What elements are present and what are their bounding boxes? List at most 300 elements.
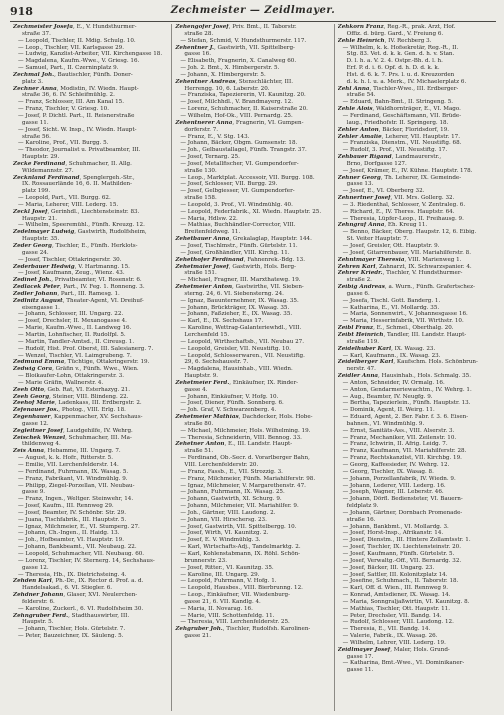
- directory-entry-line: — Leopold, Tischler, II. Mdig. Schulg. 10.: [18, 37, 136, 44]
- entry-name: Zedlacek Peter: [13, 284, 60, 291]
- directory-entry-line: — Emilie, VII. Lerchenfelderstr. 14.: [18, 462, 119, 468]
- directory-entry-line: — Magdalena, Kaufm.-Wwe., V. Griesg. 16.: [18, 58, 140, 65]
- directory-entry-line: — Franz, Ichwirin, II. Afrig. Leidg. 7.: [342, 441, 448, 448]
- entry-name: Zechmeister Josefa: [13, 24, 74, 30]
- directory-entry-line: — Johann, Gärtner, Dornbach Promenade-: [342, 509, 463, 516]
- directory-entry-line: — Josef, Gastwirth, VII. Spittelbergg. 10.: [180, 523, 297, 530]
- directory-entry-line: Zeehof Marie, Ladenkass, III. Erdbergstr. 2.: [13, 400, 142, 407]
- directory-entry-line: — Magdalena, Hausinhab., VIII. Wiedn.: [180, 366, 293, 373]
- directory-entry-line: — Johann, Milchmeier, VII. Mariahilfer. 9.: [180, 503, 299, 510]
- directory-entry-line: Zeckl Josef, Gerinhdl., Liechtensteinstr. 83.: [13, 208, 140, 215]
- directory-entry-line: — Johann, VII. Hirschersg. 23.: [180, 516, 267, 523]
- directory-entry-line: — Marie, Kaufm.-Wwe., II. Landweg 16.: [18, 325, 132, 332]
- directory-entry-line: — August, k. k. Hofr., Ritterstr. 5.: [18, 455, 114, 462]
- directory-entry-line: — Mathias, Tischler, Ott. Haupstr. 11.: [342, 605, 450, 612]
- directory-entry-line: Wildemannstr. 27.: [22, 167, 74, 174]
- directory-entry-line: — Josefa, Tischl. Gott. Banderg. 1.: [342, 297, 441, 304]
- directory-entry-line: — Karl, Off. d. Wien., III. Rennweg 9.: [342, 585, 449, 592]
- directory-entry-line: — Wenzel, Tischler, VI. Laimgrubeng. 7.: [18, 352, 132, 359]
- directory-entry-line: Zehrer Kriedr., Tischler, V. Hundsthurmer-: [337, 270, 463, 277]
- directory-entry-line: sterng. 24, 6. VI. Siebensterng. 24.: [184, 290, 284, 297]
- entry-name: Zeidelberger Karl: [337, 359, 394, 366]
- directory-entry-line: Zedler Johann, Part., III. Ramesg. 1.: [13, 290, 120, 297]
- directory-entry-line: Zehler Amalie, Leherer, VII. Hauptstr. 17.: [337, 133, 461, 140]
- entry-name: Zehengofer Josef: [175, 24, 229, 30]
- directory-entry-line: Zecknland Ferdinand, Spenglergeh.-Str.,: [13, 174, 135, 181]
- directory-entry-line: — Samuel, Part., II. Czerninplatz 9.: [18, 65, 119, 72]
- directory-entry-line: — Anton, Schneider, IV. Ormalg. 16.: [342, 379, 445, 386]
- directory-entry-line: Zehden Karl, Ph.-Dr., IX. Rector d. Prof. a. d.: [13, 578, 144, 585]
- entry-name: Zehngruber Ferd.: [13, 612, 69, 619]
- directory-entry-line: Zehl Anna, Tischler-Wwe., III. Erdberger-: [337, 85, 459, 92]
- directory-entry-line: Zehetmeier Anton, Gastwirthe, VII. Sieben-: [175, 284, 304, 291]
- directory-entry-line: — Johann, Lederer, VIII. Lederg. 16.: [342, 482, 446, 489]
- directory-entry-line: — Ferdinand, Ob.-Secr. d. Vorarlberger Bahn,: [180, 455, 310, 462]
- directory-entry-line: Offiz. d. bürg. Gard., V. Freiung 6.: [346, 30, 444, 37]
- directory-entry-line: — Lorenz, Tischler, IV. Sternerg. 14, Sechshaus-: [18, 557, 155, 564]
- directory-entry-line: — Josef, Beamter, IV. Schönbr. Str. 29.: [18, 509, 126, 516]
- directory-entry-line: — Josef, Milchhdl., V. Brandmayerg. 12.: [180, 99, 294, 106]
- entry-name: Zehentner J.: [175, 44, 214, 51]
- directory-entry-line: gasse 24.: [22, 249, 49, 256]
- directory-entry-line: — Franziska, Tapeziererin, VI. Kaunitzg. 20.: [180, 92, 306, 99]
- entry-name: Zecke Ferdinand: [13, 160, 66, 167]
- column-2: [171, 24, 333, 711]
- directory-entry-line: — Ferdinand, Geschäftsmann, VII. Brüde-: [342, 112, 462, 119]
- directory-entry-line: — Leop., Tischler, VII. Karlsgasse 29.: [18, 44, 125, 51]
- directory-entry-line: — Maria, Leherer, VIII. Lederg. 15.: [18, 201, 119, 208]
- directory-entry-line: — Joseph, Wagner, III. Leberstr. 46.: [342, 489, 444, 496]
- directory-entry-line: — Michael, Milchmeier, Hols. Wilhelming. 19.: [180, 427, 311, 434]
- entry-name: Zehetmeier Ferd.: [175, 379, 230, 386]
- directory-entry-line: — Aug., Beamter, IV. Neugfg. 9.: [342, 393, 433, 400]
- directory-entry-line: — Marie, VIII. Schottenfeldg. 11.: [180, 612, 275, 619]
- directory-entry-line: — Wilhelm, Lehrer, VIII. Lederg. 19.: [342, 639, 446, 646]
- directory-entry-line: — Theresia, Hb., IX. Dietrichsteing. 4.: [18, 571, 127, 578]
- directory-entry-line: — Elisabeth, Fragnerin, X. Canalweg 60.: [180, 58, 297, 65]
- directory-entry-line: — Josef, Kaufm., III. Rennweg 29.: [18, 503, 114, 510]
- directory-entry-line: platz 3.: [22, 78, 44, 85]
- directory-entry-line: — Johann, Schlosser, III. Ungarg. 22.: [18, 311, 124, 318]
- directory-entry-line: — Philipp, Ziegel-Porzellan, VII. Neubau-: [18, 482, 135, 489]
- directory-entry-line: Hauptstr. 9.: [184, 373, 219, 380]
- directory-entry-line: — Joh., Gelbaustallagel, Fünfh. Trangstr. 37.: [180, 147, 307, 154]
- directory-entry-line: — Franziska, Dienstm., VII. Neustiftg. 68.: [342, 140, 462, 147]
- entry-name: Zedelmayer Ludwig: [13, 229, 75, 236]
- directory-entry-line: straße 130.: [184, 167, 217, 174]
- entry-name: Zehetbauer Anna: [175, 236, 230, 243]
- directory-entry-line: gasse 11.: [22, 119, 49, 126]
- entry-name: Zefenauer Jos.: [13, 407, 59, 414]
- entry-name: Zehle Heinrich: [337, 37, 385, 44]
- directory-entry-line: Zehethofer Ferdinand, Fahnenrek.-Bdg. 13.: [175, 256, 305, 263]
- entry-name: Zeidler Anna: [337, 373, 379, 380]
- directory-entry-line: — Mathias, Buchhändler-Corrector, VIII.: [180, 222, 296, 229]
- directory-entry-line: brunnerstr. 23.: [184, 557, 228, 564]
- entry-name: Zehentner Andreas: [175, 78, 236, 85]
- directory-entry-line: — Josef, Greisler, Ott. Hauptstr. 9.: [342, 243, 440, 249]
- directory-entry-line: Zehgruber Joh., Tischler, Rudolfsh. Karolinen-: [175, 626, 311, 633]
- directory-entry-line: — Josef, Metallfischer, VI. Gumpendorfer-: [180, 160, 299, 167]
- entry-name: Zehner Georg: [337, 174, 381, 181]
- directory-entry-line: Zedinet Joh., Privatbeamter, VI. Rosenstr. 6.: [13, 277, 142, 284]
- directory-entry-line: eisengasse 1.: [22, 304, 60, 311]
- directory-entry-line: feldplatz 9.: [346, 503, 379, 510]
- directory-entry-line: Stg. 83. Vet. d. k. k. Gen. d. h. v. Stan.: [346, 51, 455, 58]
- directory-entry-line: — Ferdinand, Fuhrmann, IX. Wasag. 5.: [18, 468, 129, 475]
- directory-entry-line: straße 51.: [184, 448, 214, 455]
- directory-entry-line: Zehle Alois, Waldhornträger, E., VI. Mago.: [337, 106, 461, 113]
- entry-name: Zeis Anna: [13, 448, 44, 455]
- directory-entry-line: — Leop., Einkäufner, VII. Wiedenburg-: [180, 592, 290, 599]
- directory-entry-line: straße 56.: [22, 133, 51, 140]
- directory-entry-line: Zecke Ferdinand, Schuhmacher, II. Allg.: [13, 160, 132, 167]
- entry-name: Zeder Georg: [13, 243, 52, 249]
- directory-entry-line: — Leop., Marktplat. Accessoir, VII. Burgg. 108.: [180, 174, 315, 181]
- directory-entry-line: — Bloikaufer-Lohn, Ottakringerstr. 3.: [18, 373, 125, 380]
- directory-entry-line: gasse 9.: [22, 489, 46, 496]
- directory-entry-line: Zehnertner Josef, VII. Mrs. Gollerg. 32.: [337, 195, 455, 202]
- directory-entry-line: — Josef, Dienstm., III. Hintere Zollamtsstr. 1.: [342, 537, 471, 544]
- entry-name: Zehetmeier Anton: [175, 284, 233, 291]
- directory-entry-line: — Anton, Gendarmeriewachtm., IV. Wehrg. 1.: [342, 386, 472, 393]
- directory-entry-line: dorferstr. 7.: [184, 126, 219, 133]
- directory-entry-line: — Karl, Kohlenstabmann, IX. Röhl. Schön-: [180, 550, 301, 557]
- entry-name: Zehler Amalie: [337, 133, 382, 140]
- entry-name: Zechmal Joh.: [13, 71, 55, 78]
- directory-entry-line: gasse 21, 6. VII. Kandlg. 4.: [184, 598, 261, 605]
- directory-entry-line: — Johann, Gastwirth, XI. Schurg. 9.: [180, 496, 282, 503]
- directory-entry-line: — Josef, Tischler, Ottakringerstr. 30.: [18, 256, 122, 263]
- directory-entry-line: — Joh., Hofbeamter, VI. Hauptstr. 19.: [18, 537, 125, 544]
- directory-entry-line: — Josef, Kaufmann, Fünfh. Gürtelstr. 5.: [342, 550, 455, 557]
- entry-name: Zedmund Emma: [13, 359, 65, 366]
- directory-entry-line: Zeibig Andreas, a. Wurn., Fünfh. Grafertschez-: [337, 284, 475, 291]
- directory-entry-line: — Karoline, Prof., VII. Burgg. 5.: [18, 140, 109, 147]
- directory-entry-line: — Joh. 2. Bmt., X. Himbergerstr. 5.: [180, 65, 280, 72]
- entry-name: Zeeh Otto: [13, 386, 44, 393]
- directory-entry-line: straße 2.: [346, 277, 372, 284]
- entry-name: Zehentnerer Anna: [175, 119, 233, 126]
- directory-entry-line: — Johann, Bankbmt., VI. Mollardg. 3.: [342, 523, 449, 530]
- header-rule: [10, 21, 496, 22]
- directory-entry-line: d. k. h. l. u. a. Merk., IV. Michaelerplatz 6.: [346, 78, 467, 85]
- entry-name: Zeckl Josef: [13, 208, 48, 215]
- running-title: Zechmeister — Zeidlmayer.: [170, 5, 336, 16]
- directory-entry-line: Brno, Dorfgasse 127.: [346, 160, 407, 167]
- directory-entry-line: — Maria, II. Novarag. 16.: [180, 605, 253, 612]
- directory-entry-line: Zehetmeier Mathias, Dachdecker, Hols. Hobe-: [175, 414, 313, 421]
- directory-entry-line: Lerchenfeld 15.: [184, 331, 230, 338]
- directory-entry-line: Zehdner Johann, Glaser, XVI. Neulerchen-: [13, 592, 138, 599]
- directory-entry-line: Zechmal Joh., Bautischler, Fünfh. Doner-: [13, 71, 133, 78]
- entry-name: Zegenhauer: [13, 414, 51, 421]
- directory-entry-line: — Josef, Gitarrenbauer, VII. Mariahilferstr. 8.: [342, 249, 471, 256]
- directory-entry-line: Zechner Anna, Modistin, IV. Wiedn. Haupt-: [13, 85, 139, 92]
- directory-entry-line: straße 16.: [346, 516, 376, 523]
- entry-name: Zecknland Ferdinand: [13, 174, 80, 181]
- directory-entry-line: — Karoline, Zuckerl., 6. VI. Rudolfsheim 30.: [18, 605, 144, 612]
- directory-entry-line: Zefenauer Jos., Photog., VIII. Erlg. 18.: [13, 407, 126, 414]
- directory-entry-line: Zehengofer Josef, Priv. Bmt., II. Taborstr.: [175, 24, 297, 30]
- directory-entry-line: Haupstr. 21.: [22, 215, 58, 222]
- directory-entry-line: — Dominik, Agent, II. Weirg. 11.: [342, 407, 435, 414]
- entry-name: Zehl Anna: [337, 85, 370, 92]
- directory-entry-line: — Josef, E., VI. Oberberg 32.: [342, 188, 425, 195]
- entry-name: Zeibl Franz: [337, 325, 374, 332]
- directory-entry-line: Zeeh Georg, Steiner, VIII. Blindeng. 22.: [13, 393, 129, 400]
- entry-name: Zehetmaier Josef: [175, 263, 229, 270]
- directory-entry-line: — Josef, E. V. Windmühlg. 3.: [180, 537, 261, 544]
- directory-entry-line: laug., Friedhofstr. II. Springerg. 18.: [346, 119, 449, 126]
- directory-entry-line: — Josef, Wirth, VI. Kaunitzg. 2.: [180, 530, 269, 537]
- directory-entry-line: — Johann, Porzellanfabrik, IV. Wiedn. 9.: [342, 475, 456, 482]
- directory-entry-line: — Johann, Bäcker, Obgm. Gumsenstr. 18.: [180, 140, 298, 147]
- directory-entry-line: gasse 12.: [22, 420, 49, 427]
- directory-entry-line: — Franz, Ingen., Weltger. Steinwehr, 14.: [18, 496, 134, 503]
- directory-entry-line: Zeder Georg, Tischler, E., Fünfh. Herklots-: [13, 243, 138, 249]
- directory-entry-line: nerstr. 47.: [346, 366, 376, 373]
- directory-entry-line: — Leopold, Greisler, VII. Neustiftg. 10.: [180, 345, 291, 352]
- entry-name: Zehbauer Rigand: [337, 154, 392, 161]
- entry-name: Zeeh Georg: [13, 393, 50, 400]
- directory-entry-line: — Leopold, Schuhmacher, VII. Neubaug. 60.: [18, 550, 145, 557]
- directory-entry-line: — Johann, Faßzieher, E., IX. Wasag. 35.: [180, 311, 293, 318]
- entry-name: Zehdner Johann: [13, 592, 64, 599]
- directory-entry-line: Zegenhauer, Kappenmacher, XV. Sechshaus-: [13, 414, 143, 421]
- directory-entry-line: Breitenfeldweg. 11.: [184, 229, 241, 236]
- entry-name: Zeibig Andreas: [337, 284, 385, 291]
- directory-entry-line: Zeidelberger Karl, Kaufschm. Hols. Schönbrun-: [337, 359, 478, 366]
- directory-entry-line: — Johann, Einkäufner, V. Hofg. 10.: [180, 393, 279, 400]
- entry-name: Zehgruber Joh.: [175, 626, 223, 633]
- directory-entry-line: Zehkorn Franz, Reg.-R., prak. Arzt, Hof.: [337, 24, 456, 30]
- directory-entry-line: — Maria, Sonnenwirt., V. Johannesgasse 16.: [342, 311, 468, 318]
- columns: [10, 24, 496, 711]
- directory-entry-line: — Maria, Sonngraljaßwirtin, VI. Kaunitzg. 8.: [342, 598, 470, 605]
- directory-entry-line: — Josef, Gelbgiesser, VI. Gumpendorfer-: [180, 188, 295, 195]
- directory-entry-line: — Leopold, 3. Prof., VI. Windmühlg. 40.: [180, 201, 293, 208]
- directory-entry-line: straße 28.: [184, 30, 214, 37]
- directory-entry-line: Zehngruber Ferd., Stadthauswirter, III.: [13, 612, 130, 619]
- directory-entry-line: Zeidler Anna, Hausinhab., Hols. Schmalg. 35.: [337, 373, 471, 380]
- directory-entry-line: gasse 11.: [346, 667, 374, 674]
- directory-entry-line: — Georg, Kaffeesieder, IV. Wehrg. 12.: [342, 462, 450, 468]
- entry-name: Zehetmeier Mathias: [175, 414, 239, 421]
- directory-entry-line: gasse 16.: [184, 51, 211, 58]
- directory-entry-line: Zedlacek Peter, Part., IV. Feg. 1. Ronneng. 3.: [13, 284, 145, 291]
- directory-entry-line: — Leopold, Federfabrik., XI. Wiedn. Hauptstr. 25.: [180, 208, 322, 215]
- entry-name: Zehrer Kriedr.: [337, 270, 383, 277]
- directory-entry-line: IX. Rossauerlände 16, 6. II. Mathilden-: [22, 181, 133, 188]
- directory-entry-line: — Rudolf, Hist. Prof. Oberst, III. Salesianerg. 7.: [18, 345, 154, 352]
- directory-entry-line: — Benno, Bäcker, Oberg. Haupstr. 12, 6. Eibig.: [342, 229, 477, 236]
- directory-entry-line: — Rudolf, 3. Prof., VII. Neustiftg. 17.: [342, 147, 448, 154]
- directory-entry-line: — Josef, Großhändler, VIII. Kirchg. 11.: [180, 249, 290, 256]
- directory-entry-line: straße 37.: [22, 30, 51, 37]
- directory-entry-line: — Josef, Bäcker, III. Ungarg. 23.: [342, 564, 435, 571]
- directory-entry-line: — Josef, Verwaltg.-Off., VII. Bernardg. 32.: [342, 557, 462, 564]
- directory-entry-line: — Franz, Mechaniker, VII. Zeilenstr. 10.: [342, 434, 457, 441]
- directory-entry-line: thildenweg 4.: [22, 441, 61, 448]
- entry-name: Zederbauer Hedwig: [13, 263, 75, 270]
- directory-entry-line: — Eduard, Agent, 2. Ber. Fabr. f. 3. 6. Eisen-: [342, 414, 469, 421]
- directory-entry-line: Zehler Anton, Bäcker, Floridsdorf, 19.: [337, 126, 450, 133]
- directory-entry-line: Zehren Karl, Zahnarzt, IX. Schwarzspanier. 4.: [337, 263, 472, 270]
- directory-entry-line: — Martin, Lohnfischer, II. Rudolfpl. 5.: [18, 331, 126, 338]
- entry-name: Zedler Johann: [13, 290, 58, 297]
- directory-entry-line: Zedwig Cora, Gräfin v., Fünfh. Wwe., Wien.: [13, 366, 139, 373]
- directory-entry-line: — Leopold, Part., VII. Burgg. 62.: [18, 195, 111, 202]
- directory-entry-line: — Katharina, E., VI. Mollardg. 35.: [342, 304, 440, 311]
- entry-name: Zegleitner Josef: [13, 427, 63, 434]
- directory-entry-line: — Wilhelm, Speeremühl., Fünfh. Kreuzg. 12.: [18, 222, 145, 229]
- directory-entry-line: Zeidelhuber Karl, IX. Wasag. 23.: [337, 345, 436, 352]
- directory-entry-line: — Georg, Tischler, IX. Wasag. 8.: [342, 468, 434, 475]
- directory-entry-line: — Leopold, Schlosserwaren., VII. Neustiftg.: [180, 352, 305, 359]
- directory-entry-line: — Josef, Schlosser, VII. Burgg. 29.: [180, 181, 278, 188]
- directory-entry-line: — Theresia, Lüpfer-Leop., II. Freihausg. 9.: [342, 215, 464, 222]
- directory-entry-line: Zeis Anna, Hebamme, III. Ungarg. 7.: [13, 448, 121, 455]
- directory-entry-line: St. Veiter Hauptstr. 7.: [346, 236, 409, 243]
- directory-entry-line: — Johann, Dörfl. Bediensteter, VI. Bauern-: [342, 496, 463, 503]
- directory-entry-line: felderstr. 6.: [22, 598, 55, 605]
- directory-entry-line: — Johann, Brückträger, IX. Wasag. 35.: [180, 304, 290, 311]
- entry-name: Zehetner Anton: [175, 441, 225, 448]
- directory-entry-line: Zehle Heinrich, IV. Rechberg 3.: [337, 37, 432, 44]
- directory-entry-line: — Josef, P. Dichtl. Part., II. Reisnerstraße: [18, 112, 135, 119]
- directory-entry-line: — Richard, E., IV. Theres. Hauptstr. 64.: [342, 208, 455, 215]
- directory-entry-line: straße 151.: [184, 270, 217, 277]
- directory-entry-line: Zegleitner Josef, Laudgehilfe, IV. Wehrg.: [13, 427, 133, 434]
- directory-entry-line: Zedelmayer Ludwig, Gastwirth, Rudolfsheim,: [13, 229, 147, 236]
- directory-entry-line: — Johann, Fuhrmann, IX. Wasag. 25.: [180, 489, 285, 496]
- directory-entry-line: Zeeh Otto, Geb. Rat, VI. Esterhazyg. 21.: [13, 386, 131, 393]
- entry-name: Zedlnitz August: [13, 297, 63, 304]
- directory-entry-line: — Eduard, Bahn-Bmt., II. Stringeng. 5.: [342, 99, 454, 106]
- directory-entry-line: Hauptstr. 35.: [22, 236, 60, 243]
- directory-entry-line: straße 54.: [346, 92, 376, 99]
- entry-name: Zehngraf Anna: [337, 222, 385, 229]
- directory-entry-line: Zedmund Emma, Tüchtige, Ottakringerstr. 19.: [13, 359, 150, 366]
- directory-entry-line: Zehetbauer Anna, Grekalaglap, Hauptstr. 144.: [175, 236, 312, 243]
- entry-name: Zeehof Marie: [13, 400, 55, 407]
- directory-entry-line: Herrengg. 10, 6. Laberstr. 20.: [184, 85, 270, 92]
- entry-name: Zechner Anna: [13, 85, 57, 92]
- directory-entry-line: — Leopold, Wirthschaftsb., VII. Neubau 27.: [180, 338, 304, 345]
- directory-entry-line: — Karoline, III. Ungarg. 29.: [180, 571, 260, 578]
- directory-entry-line: — Michael, Fragner, III. Marxthatewg. 19.: [180, 277, 301, 284]
- directory-entry-line: 29, 6. Sechshausstr. 7.: [184, 359, 249, 366]
- directory-entry-line: — Johann, X. Himbergerstr. 5.: [180, 71, 266, 78]
- directory-entry-line: — Stefan, Schmid, V. Hundsthurmerstr. 117.: [180, 37, 307, 44]
- directory-entry-line: Zehentner Andreas, Stenschlächter, III.: [175, 78, 293, 85]
- directory-entry-line: gasse 4.: [184, 386, 208, 393]
- directory-entry-line: — Konrad, Amtsdiener, IX. Wasag. 14.: [342, 592, 451, 599]
- directory-entry-line: — Marie Gräfin, Wallnerstr. 4.: [18, 379, 104, 386]
- entry-name: Zedinet Joh.: [13, 277, 52, 284]
- directory-entry-line: — Ignaz, Milchmeier, V. Margarethenstr. 47.: [180, 482, 306, 489]
- directory-entry-line: D. l. h. a. V. 2. 4. Ostpr.-Bh. d. l. h.: [346, 58, 443, 65]
- directory-entry-line: — Rudolf, Schlosser, VIII. Laudong. 12.: [342, 619, 454, 626]
- directory-entry-line: — Joh., Gärtner, VIII. Laudong. 2.: [180, 509, 276, 516]
- directory-entry-line: Zehngraf Anna, Eh. Kreug 11.: [337, 222, 428, 229]
- directory-entry-line: — Johann, Ch.-Ingen., II. Haidg. 13.: [18, 530, 120, 537]
- directory-entry-line: straße 158.: [184, 195, 217, 202]
- directory-entry-line: — Karoline, Wettrag-Galanteriewhdl., VIII.: [180, 325, 302, 332]
- directory-entry-line: — Josef, Sicht. W. Insp., IV. Wiedn. Haupt-: [18, 126, 137, 133]
- directory-entry-line: Hst. d. 6. k. 7. Prs. l. u. d. Kreuzorden: [346, 71, 455, 78]
- directory-entry-line: — Franz, Schlosser, III. Am Kanal 15.: [18, 99, 124, 106]
- directory-entry-line: — Franz, Kaufmann, VII. Mariahilferstr. 28.: [342, 448, 467, 455]
- directory-entry-line: — Katharina, Bmt.-Wwe., VI. Dominikaner-: [342, 660, 465, 667]
- directory-entry-line: — Franz, Fassb., E., VII. Strozzig. 3.: [180, 468, 283, 475]
- directory-entry-line: — Josef, Drechsler, II. Mexanogasse 4.: [18, 318, 127, 325]
- entry-name: Zehler Anton: [337, 126, 379, 133]
- directory-entry-line: — Theresia, Schneiderin, VIII. Bennog. 33.: [180, 434, 302, 441]
- directory-entry-line: — Ernst, Sanitäts-Ass., VIII. Alserstr. 3.: [342, 427, 455, 434]
- directory-entry-line: — Franz, E., V. Stg. 143.: [180, 133, 250, 140]
- directory-entry-line: — Josef, Krämer, E., IV. Kühne. Hauptstr. 178.: [342, 167, 473, 174]
- directory-entry-line: — Karl, Kaufmann., IX. Wasag. 23.: [342, 352, 441, 359]
- directory-entry-line: — Josef, Horst-Insp., Afrikanstr. 14.: [342, 530, 444, 537]
- directory-entry-line: — Josef, Diener, Fünfh. Sonnberg. 6.: [180, 400, 284, 407]
- directory-entry-line: bahnen., VI. Windmühlg. 9.: [346, 420, 425, 427]
- directory-entry-line: — Juana, Tischfabrik., III. Hauptstr. 5.: [18, 516, 127, 523]
- directory-entry-line: — Josef, Ritter., VI. Kaunitzg. 35.: [180, 564, 274, 571]
- directory-entry-line: Haupstr. 5.: [22, 619, 54, 626]
- directory-entry-line: — Josef, Kaufmann, Zeug., Wienz. 43.: [18, 270, 125, 277]
- directory-entry-line: — Franz, Milchmeier, Fünfh. Mariahilferstr. 98.: [180, 475, 316, 482]
- entry-name: Zehethofer Ferdinand: [175, 256, 244, 263]
- directory-entry-line: Zederbauer Hedwig, V. Hartmanng. 15.: [13, 263, 130, 270]
- entry-name: Zehntmayer Theresia: [337, 256, 405, 263]
- page-number: 918: [10, 5, 33, 18]
- directory-entry-line: — Leopold, Hausbes., VIII. Bierbrunng. 12.: [180, 585, 303, 592]
- directory-entry-line: gasse 13.: [346, 181, 374, 188]
- entry-name: Zeidlmayer Josef: [337, 646, 391, 653]
- directory-entry-line: — Franz, Rechtskanzlist, VII. Kirchbg. 19.: [342, 455, 462, 462]
- directory-entry-line: gasse 12.: [22, 564, 49, 571]
- column-1: [10, 24, 171, 711]
- directory-entry-line: — Johann, Bankbeamt., VII. Neubaug. 22.: [18, 544, 137, 551]
- directory-entry-line: Zeibt Heinrich, Tandler, III. Landstr. Haupt-: [337, 331, 467, 338]
- entry-name: Zehden Karl: [13, 578, 52, 585]
- directory-entry-line: — Theresia, E., VII. Bandg. 14.: [342, 626, 431, 633]
- directory-entry-line: — Joh. Graf, V. Schwarzenberg. 4.: [180, 407, 277, 414]
- directory-entry-line: — Franz, Tischler, V. Griesg. 10.: [18, 106, 109, 113]
- directory-entry-line: Hauptstr. 29.: [22, 154, 60, 161]
- directory-entry-line: Zehentner J., Gastwirth, VII. Spittelberg-: [175, 44, 295, 51]
- directory-entry-line: — Wilhelm, k. k. Hofsekretär, Reg.-R., II.: [342, 44, 459, 51]
- directory-entry-line: straße 80.: [184, 420, 214, 427]
- directory-entry-line: — Johann, Tischler, Hols. Gürtelstr. 7.: [18, 626, 126, 633]
- directory-entry-line: — Leopold, Fuhrmann, V. Hofg. 1.: [180, 578, 277, 585]
- directory-entry-line: Zehetmeier Ferd., Einkäufner, IX. Rinder-: [175, 379, 299, 386]
- directory-entry-line: Zehner Georg, Th. Leherer, IX. Gemeinde-: [337, 174, 462, 181]
- directory-entry-line: — Peter, Drechsler, VII. Bandg. 14.: [342, 612, 442, 619]
- directory-entry-line: Zehentnerer Anna, Fragnerin, VI. Gumpen-: [175, 119, 304, 126]
- directory-entry-line: — Josef, Ternarg. 25.: [180, 154, 240, 161]
- directory-entry-line: — Lorenz, Schuhmacher, II. Kaiserstraße 20.: [180, 106, 308, 113]
- directory-entry-line: Zehntmayer Theresia, VIII. Marienweg 1.: [337, 256, 462, 263]
- directory-entry-line: gasse 17.: [346, 653, 374, 660]
- directory-entry-line: — Valerie, Fabrik., IX. Wasag. 26.: [342, 633, 438, 640]
- directory-entry-line: — 3. Riedenthal, Schlosser, V. Zentraleg. 6.: [342, 201, 466, 208]
- directory-entry-line: Zehetner Anton, E., III. Landstr. Haupt-: [175, 441, 293, 448]
- column-3: [334, 24, 496, 711]
- directory-entry-line: — Josef, Tischler, IX. Liechtensteinstr. 20.: [342, 544, 461, 551]
